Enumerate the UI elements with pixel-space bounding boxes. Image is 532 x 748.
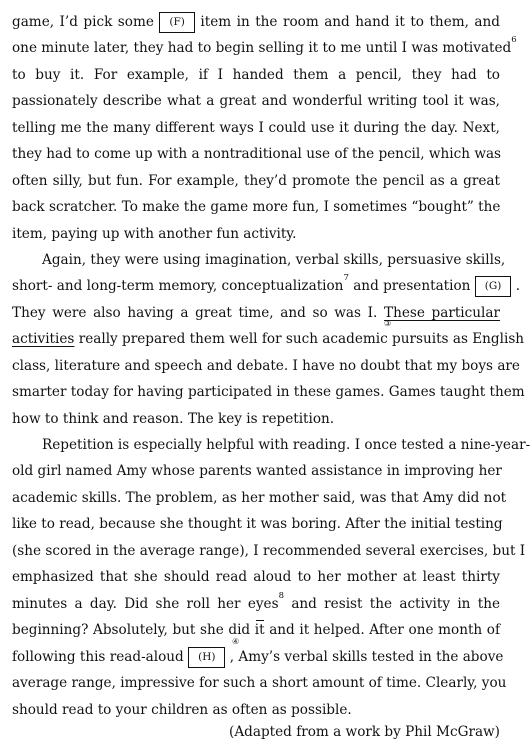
passage-line xyxy=(12,9,500,35)
text-run: and resist the activity in the xyxy=(291,596,500,612)
passage-line: smarter today for having participated in these games. Games taught them xyxy=(12,384,525,400)
blank-box-g: (G) xyxy=(475,276,512,297)
text-run: and presentation xyxy=(353,278,471,294)
passage-line: they had to come up with a nontraditional use of the pencil, which was xyxy=(12,146,502,162)
passage-line xyxy=(12,35,517,61)
passage-line: class, literature and speech and debate. I have no doubt that my boys are xyxy=(12,358,520,374)
passage-line: Repetition is especially helpful with reading. I once tested a nine-year- xyxy=(42,437,531,453)
passage-line xyxy=(12,644,504,670)
underline-number-3: ③ xyxy=(384,319,392,328)
blank-box-f: (F) xyxy=(159,12,194,33)
passage-line xyxy=(12,273,521,299)
passage-line xyxy=(12,300,500,326)
footnote-mark-7: 7 xyxy=(343,273,349,283)
text-run: and it helped. After one month of xyxy=(269,622,501,638)
underlined-phrase-3: These particular xyxy=(384,305,500,321)
underlined-phrase-3-cont: activities xyxy=(12,331,75,347)
text-run: minutes a day. Did she roll her eyes xyxy=(12,596,279,612)
passage-line: should read to your children as often as possible. xyxy=(12,702,352,718)
text-run: game, I’d pick some xyxy=(12,14,154,30)
text-run: , Amy’s verbal skills tested in the above xyxy=(229,649,504,665)
passage-line: often silly, but fun. For example, they’d promote the pencil as a great xyxy=(12,173,500,189)
passage-line: back scratcher. To make the game more fun, I sometimes “bought” the xyxy=(12,199,501,215)
text-run: one minute later, they had to begin selling it to me until I was motivated xyxy=(12,40,512,56)
blank-box-h: (H) xyxy=(188,647,225,668)
footnote-mark-6: 6 xyxy=(511,35,517,45)
passage-line: Again, they were using imagination, verbal skills, persuasive skills, xyxy=(42,252,506,268)
text-run: beginning? Absolutely, but she did xyxy=(12,622,251,638)
passage-line xyxy=(12,617,500,643)
passage-line xyxy=(12,591,500,617)
passage-line: average range, impressive for such a short amount of time. Clearly, you xyxy=(12,675,507,691)
source-attribution: (Adapted from a work by Phil McGraw) xyxy=(229,724,500,740)
text-run: . xyxy=(515,278,521,294)
text-run: item in the room and hand it to them, and xyxy=(200,14,500,30)
passage-line: item, paying up with another fun activity. xyxy=(12,226,297,242)
passage-line: like to read, because she thought it was boring. After the initial testing xyxy=(12,516,503,532)
text-run: following this read-aloud xyxy=(12,649,184,665)
passage-line xyxy=(12,326,525,352)
passage-line: to buy it. For example, if I handed them a pencil, they had to xyxy=(12,67,500,83)
footnote-mark-8: 8 xyxy=(278,591,284,601)
passage-line: telling me the many different ways I could use it during the day. Next, xyxy=(12,120,500,136)
text-run: They were also having a great time, and so was I. xyxy=(12,305,378,321)
passage-line: academic skills. The problem, as her mother said, was that Amy did not xyxy=(12,490,507,506)
passage-line: (she scored in the average range), I recommended several exercises, but I xyxy=(12,543,526,559)
underline-number-4: ④ xyxy=(232,637,240,646)
overlined-word-4: it xyxy=(255,617,265,643)
passage-line: passionately describe what a great and wonderful writing tool it was, xyxy=(12,93,500,109)
passage-line: old girl named Amy whose parents wanted assistance in improving her xyxy=(12,463,502,479)
text-run: short- and long-term memory, conceptualization xyxy=(12,278,344,294)
passage-line: emphasized that she should read aloud to her mother at least thirty xyxy=(12,569,500,585)
text-run: really prepared them well for such academic pursuits as English xyxy=(78,331,525,347)
passage-line: how to think and reason. The key is repetition. xyxy=(12,411,335,427)
